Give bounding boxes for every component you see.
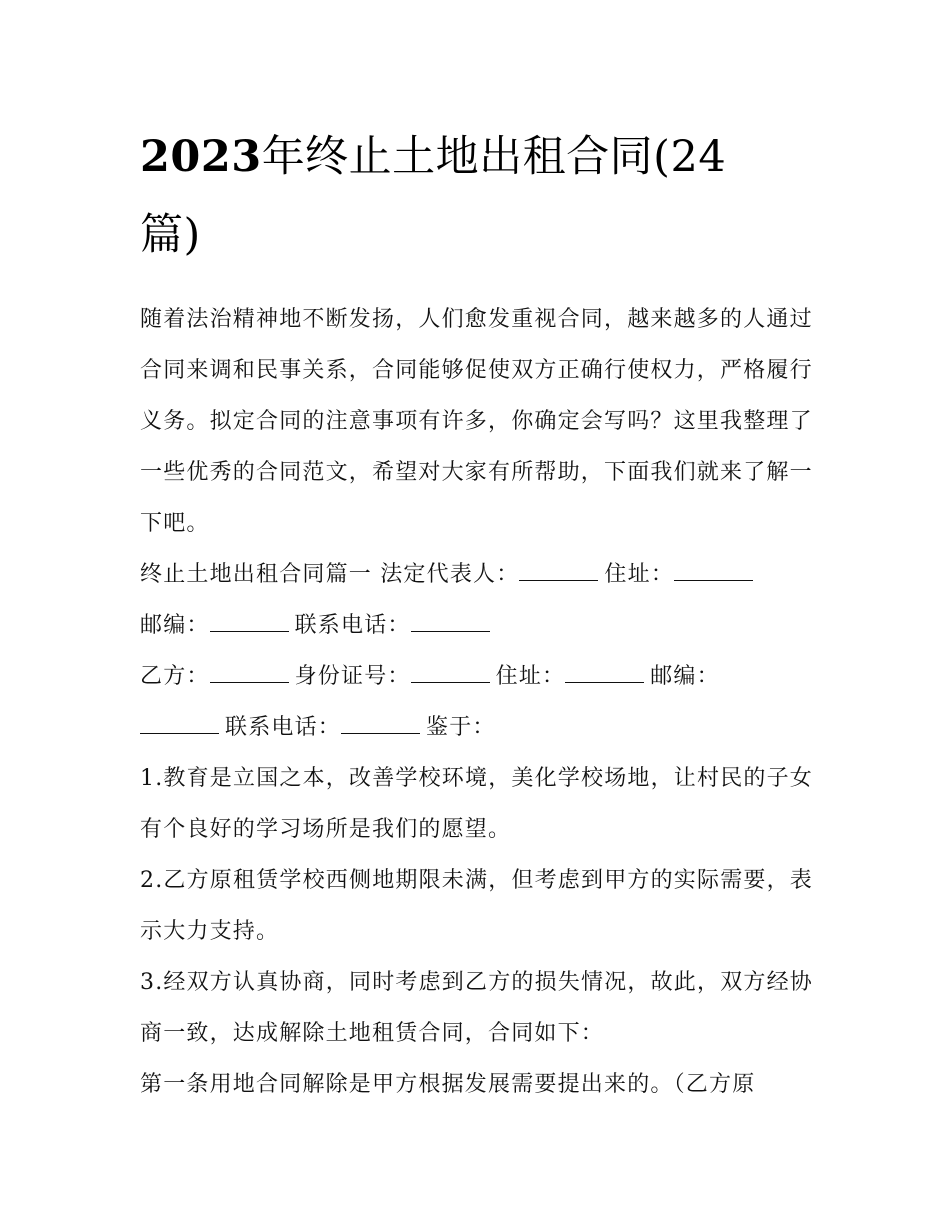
title-year: 2023 <box>140 132 262 182</box>
party-a-representative-label: 法定代表人： <box>380 562 520 587</box>
party-b-postcode-blank <box>140 719 219 734</box>
clause-item: 第一条用地合同解除是甲方根据发展需要提出来的。（乙方原 <box>140 1072 756 1097</box>
party-a-phone-label: 联系电话： <box>294 613 411 638</box>
party-a-phone-blank <box>411 617 490 632</box>
party-b-paragraph <box>140 651 830 753</box>
party-b-id-blank <box>411 668 490 683</box>
title-suffix: 篇) <box>140 210 201 260</box>
party-b-postcode-label: 邮编： <box>650 664 720 689</box>
title-main-text: 年终止土地出租合同(24 <box>261 132 727 182</box>
party-a-address-label: 住址： <box>604 562 675 587</box>
party-a-paragraph <box>140 549 830 651</box>
party-a-address-blank <box>674 566 753 581</box>
clause-item: 3.经双方认真协商，同时考虑到乙方的损失情况，故此，双方经协商一致，达成解除土地租赁合同，合同如下： <box>140 970 813 1046</box>
document-title <box>140 118 830 274</box>
party-a-postcode-blank <box>210 617 289 632</box>
party-b-phone-blank <box>341 719 420 734</box>
party-a-representative-blank <box>519 566 598 581</box>
party-b-label: 乙方： <box>140 664 210 689</box>
party-b-name-blank <box>210 668 289 683</box>
contract-section-heading: 终止土地出租合同篇一 <box>140 562 373 587</box>
clause-item: 1.教育是立国之本，改善学校环境，美化学校场地，让村民的子女有个良好的学习场所是我们的愿望。 <box>140 766 813 842</box>
party-a-postcode-label: 邮编： <box>140 613 210 638</box>
party-b-address-blank <box>565 668 644 683</box>
clause-item: 2.乙方原租赁学校西侧地期限未满，但考虑到甲方的实际需要，表示大力支持。 <box>140 868 813 944</box>
party-b-id-label: 身份证号： <box>294 664 411 689</box>
party-b-address-label: 住址： <box>495 664 566 689</box>
intro-paragraph: 随着法治精神地不断发扬，人们愈发重视合同，越来越多的人通过合同来调和民事关系，合同能够促使双方正确行使权力，严格履行义务。拟定合同的注意事项有许多，你确定会写吗？这里我整理了一些优秀的合同范文，希望对大家有所帮助，下面我们就来了解一下吧。 <box>140 307 813 536</box>
party-b-whereas-label: 鉴于： <box>426 715 496 740</box>
document-page <box>140 118 830 1110</box>
party-b-phone-label: 联系电话： <box>225 715 342 740</box>
